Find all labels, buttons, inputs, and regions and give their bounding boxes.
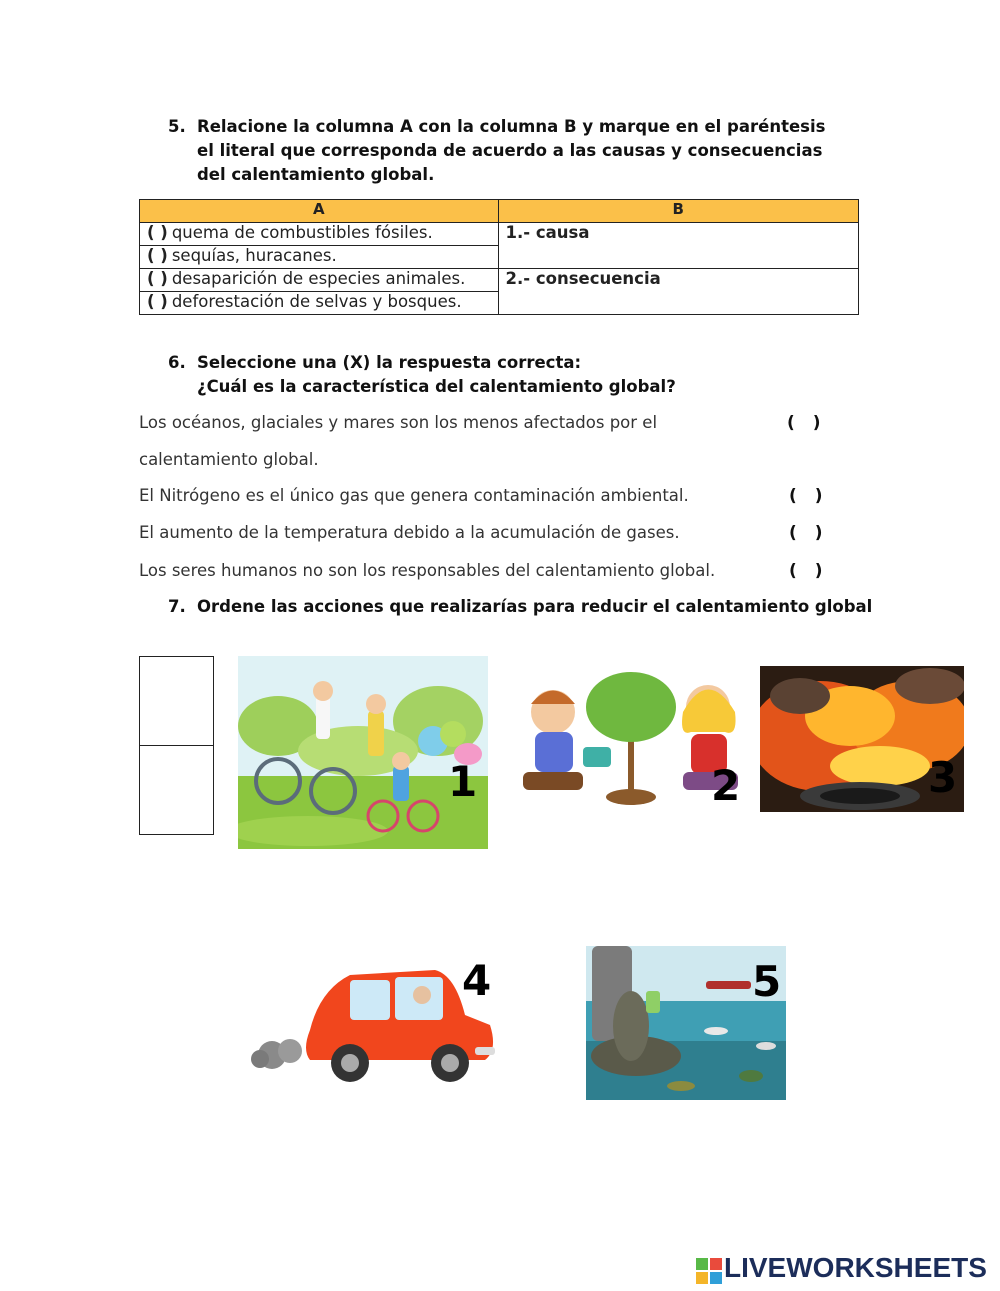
picture-planting-tree bbox=[513, 662, 753, 808]
picture-burning-tires bbox=[760, 666, 964, 812]
question-7-title bbox=[168, 595, 888, 619]
water-pollution-illustration bbox=[586, 946, 786, 1100]
row-a-text: quema de combustibles fósiles. bbox=[171, 223, 433, 242]
question-6-line2: ¿Cuál es la característica del calentamiento global? bbox=[197, 377, 676, 396]
row-a-text: sequías, huracanes. bbox=[171, 246, 337, 265]
question-5-number: 5. bbox=[168, 117, 186, 136]
picture-3-label: 3 bbox=[928, 753, 958, 802]
question-6-title bbox=[168, 351, 868, 399]
answer-paren[interactable]: ( ) bbox=[147, 223, 168, 242]
option-3-text: El aumento de la temperatura debido a la acumulación de gases. bbox=[139, 523, 680, 542]
answer-paren[interactable]: ( ) bbox=[147, 269, 168, 288]
table-row bbox=[140, 223, 859, 246]
question-5-text: Relacione la columna A con la columna B y marque en el paréntesis el literal que corresponda de acuerdo a las causas y consecuencias del calentamiento global. bbox=[197, 117, 826, 184]
family-cycling-illustration bbox=[238, 656, 488, 849]
option-1-text-cont: calentamiento global. bbox=[139, 450, 319, 469]
question-6-line1: Seleccione una (X) la respuesta correcta: bbox=[197, 353, 582, 372]
liveworksheets-logo bbox=[696, 1254, 996, 1286]
liveworksheets-logo-icon bbox=[696, 1258, 722, 1284]
question-6-number: 6. bbox=[168, 353, 186, 372]
picture-5-label: 5 bbox=[752, 957, 782, 1006]
option-4-paren[interactable]: ( ) bbox=[789, 561, 829, 581]
column-b-header: B bbox=[498, 200, 859, 223]
picture-4-label: 4 bbox=[462, 956, 492, 1005]
answer-paren[interactable]: ( ) bbox=[147, 246, 168, 265]
column-a-cell bbox=[140, 292, 499, 315]
liveworksheets-logo-text: LIVEWORKSHEETS bbox=[724, 1252, 987, 1283]
picture-car-exhaust bbox=[250, 955, 500, 1091]
table-row bbox=[140, 269, 859, 292]
option-4-text: Los seres humanos no son los responsables del calentamiento global. bbox=[139, 561, 716, 580]
planting-tree-illustration bbox=[513, 662, 753, 808]
burning-tires-photo bbox=[760, 666, 964, 812]
row-a-text: deforestación de selvas y bosques. bbox=[171, 292, 462, 311]
column-a-cell bbox=[140, 269, 499, 292]
row-a-text: desaparición de especies animales. bbox=[171, 269, 466, 288]
picture-1-label: 1 bbox=[448, 757, 478, 806]
column-a-header: A bbox=[140, 200, 499, 223]
answer-paren[interactable]: ( ) bbox=[147, 292, 168, 311]
question-5-title bbox=[168, 115, 838, 187]
order-answer-box[interactable] bbox=[139, 745, 214, 835]
picture-family-cycling bbox=[238, 656, 488, 849]
option-2-paren[interactable]: ( ) bbox=[789, 486, 829, 506]
column-a-cell bbox=[140, 246, 499, 269]
picture-2-label: 2 bbox=[711, 761, 741, 808]
car-exhaust-illustration bbox=[250, 955, 500, 1091]
column-a-cell bbox=[140, 223, 499, 246]
column-b-cause: 1.- causa bbox=[498, 223, 859, 269]
picture-water-pollution bbox=[586, 946, 786, 1100]
question-7-text: Ordene las acciones que realizarías para reducir el calentamiento global bbox=[197, 597, 873, 616]
option-3-paren[interactable]: ( ) bbox=[789, 523, 829, 543]
option-2-text: El Nitrógeno es el único gas que genera contaminación ambiental. bbox=[139, 486, 689, 505]
option-1-text: Los océanos, glaciales y mares son los menos afectados por el bbox=[139, 413, 658, 432]
option-1-paren[interactable]: ( ) bbox=[787, 413, 827, 433]
column-b-consequence: 2.- consecuencia bbox=[498, 269, 859, 315]
match-table bbox=[139, 199, 859, 315]
question-7-number: 7. bbox=[168, 597, 186, 616]
order-answer-box[interactable] bbox=[139, 656, 214, 746]
